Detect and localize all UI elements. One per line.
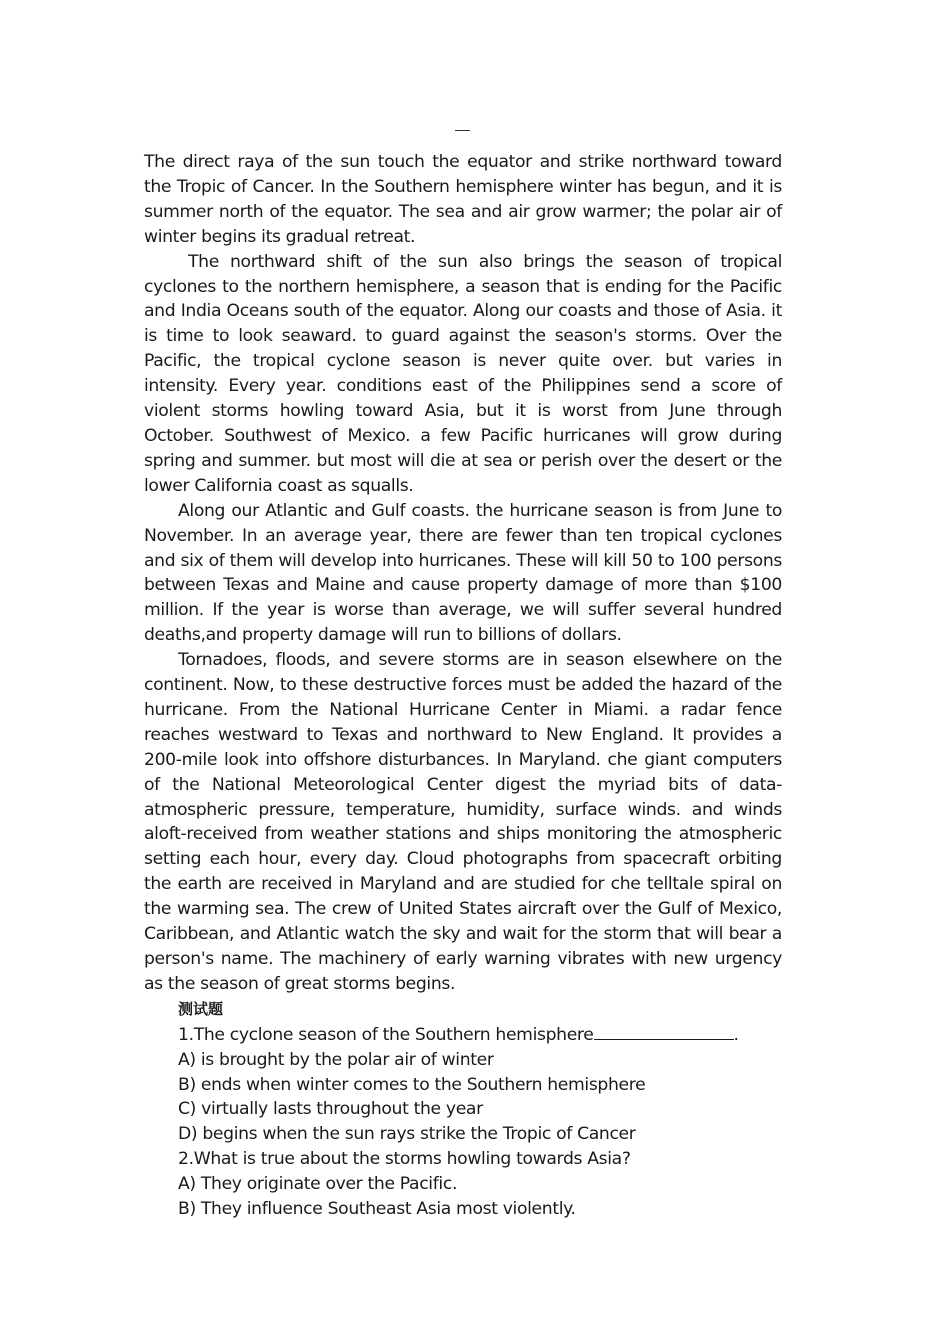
option-c: C) virtually lasts throughout the year — [178, 1099, 483, 1120]
page-mark-dash — [455, 130, 470, 131]
question-stem-end: . — [733, 1024, 739, 1045]
option-a: A) is brought by the polar air of winter — [178, 1049, 494, 1070]
passage — [144, 150, 782, 997]
option-d: D) begins when the sun rays strike the Tropic of Cancer — [178, 1124, 636, 1145]
answer-blank — [594, 1022, 734, 1040]
option-b: B) They influence Southeast Asia most violently. — [178, 1199, 576, 1220]
passage-paragraph-1: The direct raya of the sun touch the equator and strike northward toward the Tropic of Cancer. In the Southern hemisphere winter has begun, and it is summer north of the equator. The sea and air grow warmer; the polar air of winter begins its gradual retreat. — [144, 152, 782, 247]
passage-paragraph-4: Tornadoes, floods, and severe storms are in season elsewhere on the continent. Now, to these destructive forces must be added the hazard of the hurricane. From the National Hurricane Center in Miami. a radar fence reaches westward to Texas and northward to New England. It provides a 200-mile look into offshore disturbances. In Maryland. che giant computers of the National Meteorological Center digest the myriad bits of data-atmospheric pressure, temperature, humidity, surface winds. and winds aloft-received from weather stations and ships monitoring the atmospheric setting each hour, every day. Cloud photographs from spacecraft orbiting the earth are received in Maryland and are studied for che telltale spiral on the warming sea. The crew of United States aircraft over the Gulf of Mexico, Caribbean, and Atlantic watch the sky and wait for the storm that will bear a person's name. The machinery of early warning vibrates with new urgency as the season of great storms begins. — [144, 650, 782, 994]
option-b: B) ends when winter comes to the Southern hemisphere — [178, 1074, 646, 1095]
document-page — [144, 120, 782, 1222]
page-mark — [144, 120, 782, 150]
passage-paragraph-3: Along our Atlantic and Gulf coasts. the hurricane season is from June to November. In an average year, there are fewer than ten tropical cyclones and six of them will develop into hurricanes. These will kill 50 to 100 persons between Texas and Maine and cause property damage of more than $100 million. If the year is worse than average, we will suffer several hundred deaths,and property damage will run to billions of dollars. — [144, 500, 782, 646]
quiz-section — [144, 997, 782, 1222]
question-2 — [178, 1147, 782, 1222]
option-a: A) They originate over the Pacific. — [178, 1174, 458, 1195]
question-stem: 2.What is true about the storms howling towards Asia? — [178, 1149, 631, 1170]
quiz-heading: 测试题 — [178, 999, 224, 1018]
passage-paragraph-2: The northward shift of the sun also brings the season of tropical cyclones to the northern hemisphere, a season that is ending for the Pacific and India Oceans south of the equator. Along our coasts and those of Asia. it is time to look seaward. to guard against the season's storms. Over the Pacific, the tropical cyclone season is never quite over. but varies in intensity. Every year. conditions east of the Philippines send a score of violent storms howling toward Asia, but it is worst from June through October. Southwest of Mexico. a few Pacific hurricanes will grow during spring and summer. but most will die at sea or perish over the desert or the lower California coast as squalls. — [144, 251, 782, 496]
question-1 — [178, 1022, 782, 1148]
question-stem-text: 1.The cyclone season of the Southern hemisphere — [178, 1024, 594, 1045]
question-stem — [178, 1022, 782, 1048]
